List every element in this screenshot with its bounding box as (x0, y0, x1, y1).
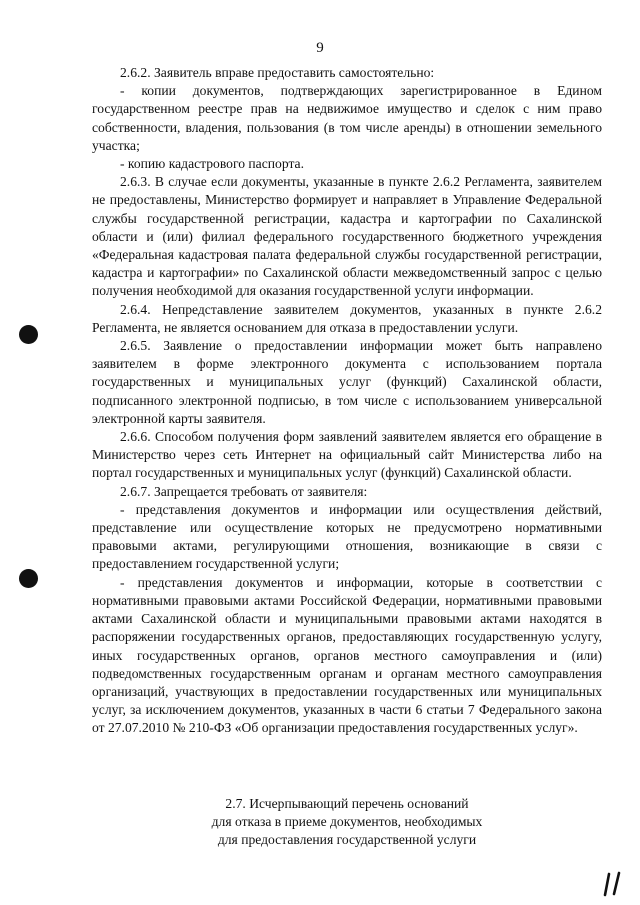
document-body (92, 64, 602, 738)
handwritten-mark (600, 870, 628, 898)
binder-hole-mark (19, 325, 38, 344)
paragraph-2-6-6: 2.6.6. Способом получения форм заявлений заявителем является его обращение в Министерство через сеть Интернет на официальный сайт Министерства либо на портал государственных и муниципальных услуг (функций) Сахалинской области. (92, 429, 602, 481)
section-heading-line: 2.7. Исчерпывающий перечень оснований (225, 796, 469, 811)
section-heading-line: для предоставления государственной услуги (217, 832, 477, 848)
paragraph-2-6-2: 2.6.2. Заявитель вправе предоставить самостоятельно: (120, 65, 435, 80)
section-heading-line: для отказа в приеме документов, необходимых (211, 814, 483, 830)
paragraph-2-6-7-item-1: - представления документов и информации или осуществления действий, представление или осуществление которых не предусмотрено нормативными правовыми актами, регулирующими отношения, возникающие в связи с предоставлением государственной услуги; (92, 501, 602, 572)
paragraph-2-6-7-item-2: - представления документов и информации, которые в соответствии с нормативными правовыми актами Российской Федерации, нормативными правовыми актами Сахалинской области и муниципальными правовыми актами находятся в распоряжении государственных органов, предоставляющих государственную услугу, иных государственных органов, органов местного самоуправления и (или) подведомственных государственным органам и органам местного самоуправления организаций, участвующих в предоставлении государственных или муниципальных услуг, за исключением документов, указанных в части 6 статьи 7 Федерального закона от 27.07.2010 № 210-ФЗ «Об организации предоставления государственных услуг». (92, 574, 602, 736)
paragraph-2-6-3: 2.6.3. В случае если документы, указанные в пункте 2.6.2 Регламента, заявителем не предоставлены, Министерство формирует и направляет в Управление Федеральной службы государственной регистрации, кадастра и картографии по Сахалинской области и (или) филиал федерального государственного бюджетного учреждения «Федеральная кадастровая палата федеральной службы государственной регистрации, кадастра и картографии» по Сахалинской области межведомственный запрос с целью получения необходимой для оказания государственной услуги информации. (92, 174, 602, 299)
paragraph-2-6-5: 2.6.5. Заявление о предоставлении информации может быть направлено заявителем в форме электронного документа с использованием портала государственных и муниципальных услуг (функций) Сахалинской области, подписанного электронной подписью, в том числе с использованием универсальной электронной карты заявителя. (92, 338, 602, 426)
page-number: 9 (316, 40, 324, 56)
paragraph-2-6-2-item-2: - копию кадастрового паспорта. (120, 156, 304, 172)
paragraph-2-6-2-item-1: - копии документов, подтверждающих зарегистрированное в Едином государственном реестре прав на недвижимое имущество и сделок с ним право собственности, владения, пользования (в том числе аренды) в отношении земельного участка; (92, 83, 602, 153)
paragraph-2-6-7: 2.6.7. Запрещается требовать от заявителя: (120, 483, 368, 499)
section-heading-2-7 (92, 795, 602, 850)
binder-hole-mark (19, 569, 38, 588)
paragraph-2-6-4: 2.6.4. Непредставление заявителем документов, указанных в пункте 2.6.2 Регламента, не является основанием для отказа в предоставлении услуги. (92, 301, 602, 335)
